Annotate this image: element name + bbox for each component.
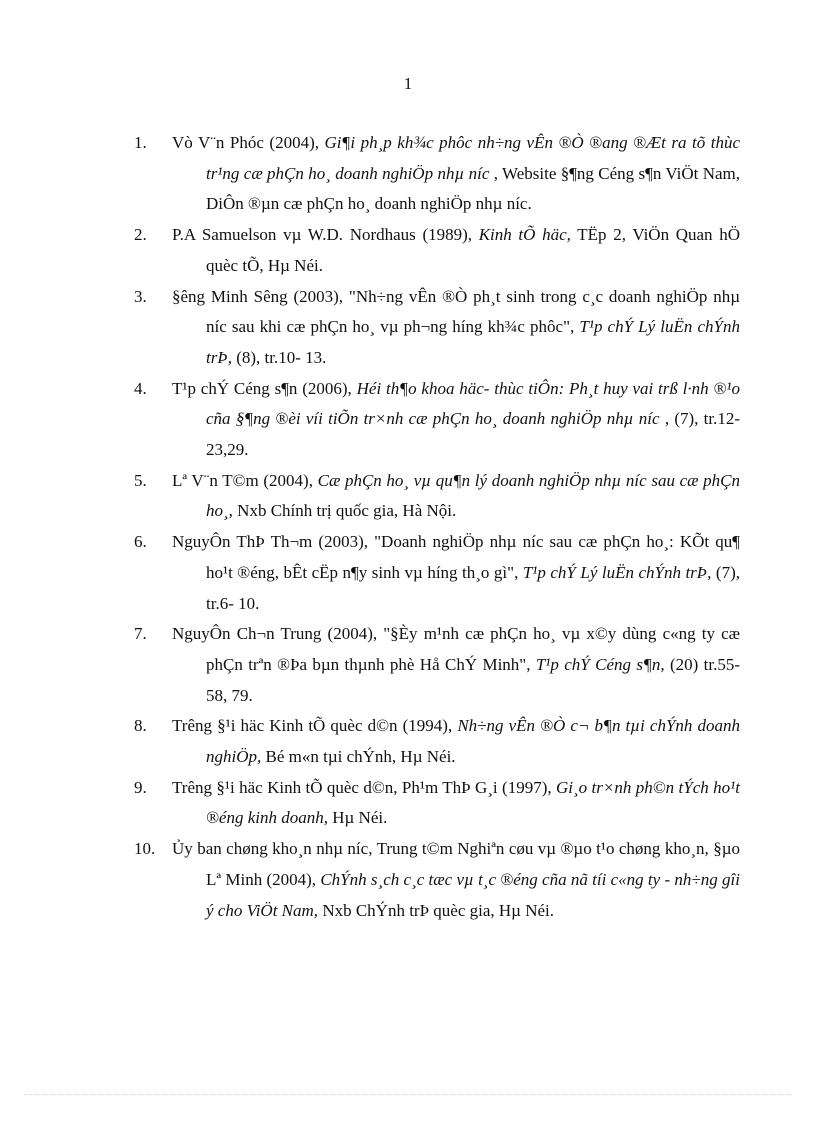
reference-segment: §êng Minh Sêng (2003), "Nh÷ng vÊn ®Ò ph¸t sinh trong c¸c doanh nghiÖp nhµ níc sau khi cæ phÇn ho¸ vµ ph¬ng híng kh¾c phôc", — [172, 286, 740, 337]
reference-segment: P.A Samuelson vµ W.D. Nordhaus (1989), — [172, 225, 479, 245]
reference-segment: Lª V¨n T©m (2004), — [172, 470, 318, 490]
reference-item — [134, 282, 740, 374]
reference-item — [134, 711, 740, 772]
reference-segment: (20) tr.55- 58, 79. — [206, 654, 740, 705]
page-bottom-divider — [24, 1094, 792, 1095]
reference-segment: T¹p chÝ Céng s¶n (2006), — [172, 378, 357, 398]
reference-segment: TËp 2, ViÖn Quan hÖ quèc tÕ, Hµ Néi. — [206, 225, 741, 275]
reference-segment: (7), tr.6- 10. — [206, 562, 740, 613]
reference-segment: NguyÔn Ch¬n Trung (2004), "§Èy m¹nh cæ phÇn ho¸ vµ x©y dùng c«ng ty cæ phÇn trªn ®Þa bµn thµnh phè Hå ChÝ Minh", — [172, 624, 740, 674]
reference-segment: Vò V¨n Phóc (2004), — [172, 133, 325, 152]
reference-segment: Nxb ChÝnh trÞ quèc gia, Hµ Néi. — [318, 900, 555, 920]
reference-item — [134, 619, 740, 711]
reference-item — [134, 128, 740, 220]
reference-segment: , (7), tr.12-23,29. — [206, 409, 741, 460]
reference-title: Nh÷ng vÊn ®Ò c¬ b¶n tµi chÝnh doanh nghiÖp, — [206, 716, 740, 767]
reference-title: Gi¸o tr×nh ph©n tÝch ho¹t ®éng kinh doanh, — [206, 777, 740, 828]
reference-number: 4. — [134, 378, 147, 398]
reference-text — [172, 282, 740, 374]
reference-text — [172, 374, 740, 466]
reference-title: T¹p chÝ Lý luËn chÝnh trÞ, — [206, 317, 740, 367]
reference-segment: NguyÔn ThÞ Th¬m (2003), "Doanh nghiÖp nhµ níc sau cæ phÇn ho¸: KÕt qu¶ ho¹t ®éng, bÊt cËp n¶y sinh vµ híng th¸o gì", — [172, 532, 740, 582]
reference-number: 3. — [134, 286, 147, 306]
reference-number: 8. — [134, 716, 147, 736]
reference-item — [134, 374, 740, 466]
reference-item — [134, 220, 740, 281]
reference-segment: (8), tr.10- 13. — [231, 347, 327, 367]
reference-title: ChÝnh s¸ch c¸c tæc vµ t¸c ®éng cña nã tíi c«ng ty - nh÷ng gîi ý cho ViÖt Nam, — [206, 869, 740, 920]
reference-number: 9. — [134, 777, 147, 797]
reference-segment: Trêng §¹i häc Kinh tÕ quèc d©n, Ph¹m ThÞ G¸i (1997), — [172, 777, 556, 797]
reference-number: 2. — [134, 225, 147, 245]
reference-title: T¹p chÝ Lý luËn chÝnh trÞ, — [522, 562, 712, 582]
reference-text — [172, 834, 740, 926]
reference-item — [134, 466, 740, 527]
reference-text — [172, 619, 740, 711]
reference-title: Kinh tÕ häc, — [478, 225, 571, 245]
reference-list — [134, 128, 740, 926]
reference-item — [134, 527, 740, 619]
reference-segment: Ủy ban chøng kho¸n nhµ níc, Trung t©m Nghiªn cøu vµ ®µo t¹o chøng kho¸n, §µo Lª Minh (2004), — [172, 839, 740, 889]
page-number: 1 — [403, 74, 413, 93]
reference-title: Gi¶i ph¸p kh¾c phôc nh÷ng vÊn ®Ò ®ang ®Æt ra tõ thùc tr¹ng cæ phÇn ho¸ doanh nghiÖp nhµ níc — [206, 133, 740, 183]
reference-text — [172, 466, 740, 527]
reference-text — [172, 527, 740, 619]
reference-segment: Bé m«n tµi chÝnh, Hµ Néi. — [261, 747, 456, 767]
reference-segment: , Website §¶ng Céng s¶n ViÖt Nam, DiÔn ®µn cæ phÇn ho¸ doanh nghiÖp nhµ níc. — [206, 163, 741, 214]
reference-segment: , Nxb Chính trị quốc gia, Hà Nội. — [228, 501, 457, 521]
reference-title: Cæ phÇn ho¸ vµ qu¶n lý doanh nghiÖp nhµ níc sau cæ phÇn ho¸ — [206, 470, 740, 521]
reference-text — [172, 220, 740, 281]
reference-number: 5. — [134, 470, 147, 490]
reference-number: 1. — [134, 133, 147, 152]
reference-text — [172, 128, 740, 220]
reference-title: Héi th¶o khoa häc- thùc tiÔn: Ph¸t huy vai trß l·nh ®¹o cña §¶ng ®èi víi tiÕn tr×nh cæ phÇn ho¸ doanh nghiÖp nhµ níc — [206, 378, 740, 429]
reference-text — [172, 711, 740, 772]
reference-number: 7. — [134, 624, 147, 644]
reference-number: 6. — [134, 532, 147, 552]
reference-number: 10. — [134, 839, 156, 859]
reference-text — [172, 773, 740, 834]
reference-segment: Trêng §¹i häc Kinh tÕ quèc d©n (1994), — [172, 716, 458, 736]
reference-title: T¹p chÝ Céng s¶n, — [535, 654, 665, 674]
reference-item — [134, 834, 740, 926]
reference-item — [134, 773, 740, 834]
reference-segment: Hµ Néi. — [327, 808, 388, 828]
